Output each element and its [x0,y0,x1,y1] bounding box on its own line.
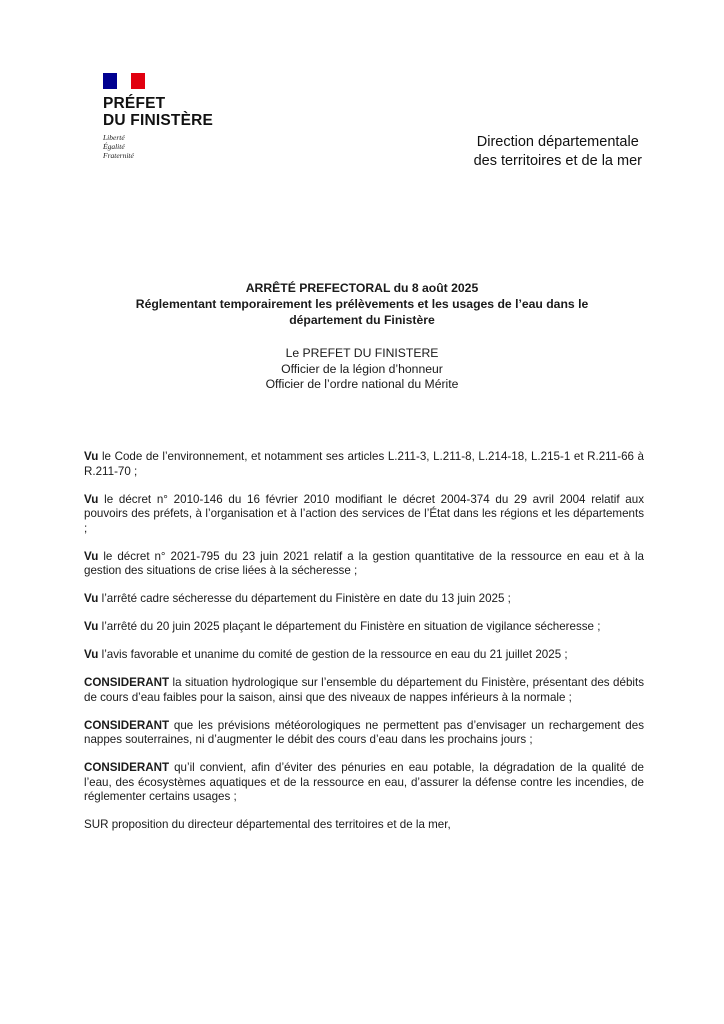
paragraph-text: l’arrêté cadre sécheresse du département du Finistère en date du 13 juin 2025 ; [98,592,511,605]
motto-egalite: Égalité [103,142,125,151]
paragraph [84,550,644,579]
title-line3: département du Finistère [289,313,435,327]
paragraph [84,676,644,705]
paragraph-text: le Code de l’environnement, et notamment ses articles L.211-3, L.211-8, L.214-18, L.215-1 et R.211-66 à R.211-70 ; [84,450,644,478]
paragraph [84,818,644,833]
paragraph-text: l’avis favorable et unanime du comité de gestion de la ressource en eau du 21 juillet 2025 ; [98,648,568,661]
paragraph [84,648,644,663]
flag-red [131,73,145,89]
signer-line1: Le PREFET DU FINISTERE [285,346,439,360]
logo-line2: DU FINISTÈRE [103,112,214,129]
signer-line2: Officier de la légion d’honneur [281,361,443,376]
republic-motto [103,133,233,160]
motto-fraternite: Fraternité [103,151,134,160]
paragraph-text: la situation hydrologique sur l’ensemble du département du Finistère, présentant des débits de cours d’eau faibles pour la saison, ainsi que des niveaux de nappes inférieurs à la normale ; [84,676,644,704]
french-flag-icon [103,73,147,89]
paragraph-keyword: CONSIDERANT [84,718,170,732]
document-title [80,280,644,393]
paragraph-text: le décret n° 2010-146 du 16 février 2010 modifiant le décret 2004-374 du 29 avril 2004 relatif aux pouvoirs des préfets, à l’organisation et à l’action des services de l’État dans les régions et les départements ; [84,492,644,535]
paragraph [84,719,644,748]
paragraph-keyword: Vu [84,450,99,463]
issuing-directorate [474,133,642,171]
paragraph-text: l’arrêté du 20 juin 2025 plaçant le département du Finistère en situation de vigilance sécheresse ; [98,620,601,633]
paragraph-text: qu’il convient, afin d’éviter des pénuries en eau potable, la dégradation de la qualité de l’eau, des écosystèmes aquatiques et de la ressource en eau, d’assurer la défense contre les incendies, de réglementer certains usages ; [84,761,644,803]
paragraph-keyword: Vu [84,648,99,661]
paragraph-keyword: CONSIDERANT [84,676,170,689]
signer-block [80,346,644,393]
paragraph [84,592,644,607]
paragraph [84,761,644,805]
motto-liberte: Liberté [103,133,125,142]
logo-title [103,95,233,129]
paragraph-keyword: CONSIDERANT [84,761,170,774]
paragraph-keyword: Vu [84,549,99,563]
paragraph-keyword: Vu [84,592,99,605]
paragraph [84,450,644,479]
title-line2: Réglementant temporairement les prélèvements et les usages de l’eau dans le [135,297,589,311]
paragraph-text: le décret n° 2021-795 du 23 juin 2021 relatif a la gestion quantitative de la ressource en eau et à la gestion des situations de crise liées à la sécheresse ; [84,549,644,577]
paragraph-text: que les prévisions météorologiques ne permettent pas d’envisager un rechargement des nappes souterraines, ni d’augmenter le débit des cours d’eau dans les prochains jours ; [84,718,644,746]
paragraph [84,620,644,635]
direction-line2: des territoires et de la mer [473,153,642,169]
paragraph-keyword: Vu [84,492,99,506]
flag-blue [103,73,117,89]
paragraph [84,493,644,537]
logo-line1: PRÉFET [103,95,166,112]
prefecture-logo [103,73,233,160]
direction-line1: Direction départementale [476,134,639,150]
flag-white [117,73,131,89]
paragraph-keyword: Vu [84,620,99,633]
paragraph-text: SUR proposition du directeur départemental des territoires et de la mer, [84,818,451,831]
title-line1: ARRÊTÉ PREFECTORAL du 8 août 2025 [245,281,479,295]
document-body [84,450,644,846]
signer-line3: Officier de l’ordre national du Mérite [265,377,459,391]
